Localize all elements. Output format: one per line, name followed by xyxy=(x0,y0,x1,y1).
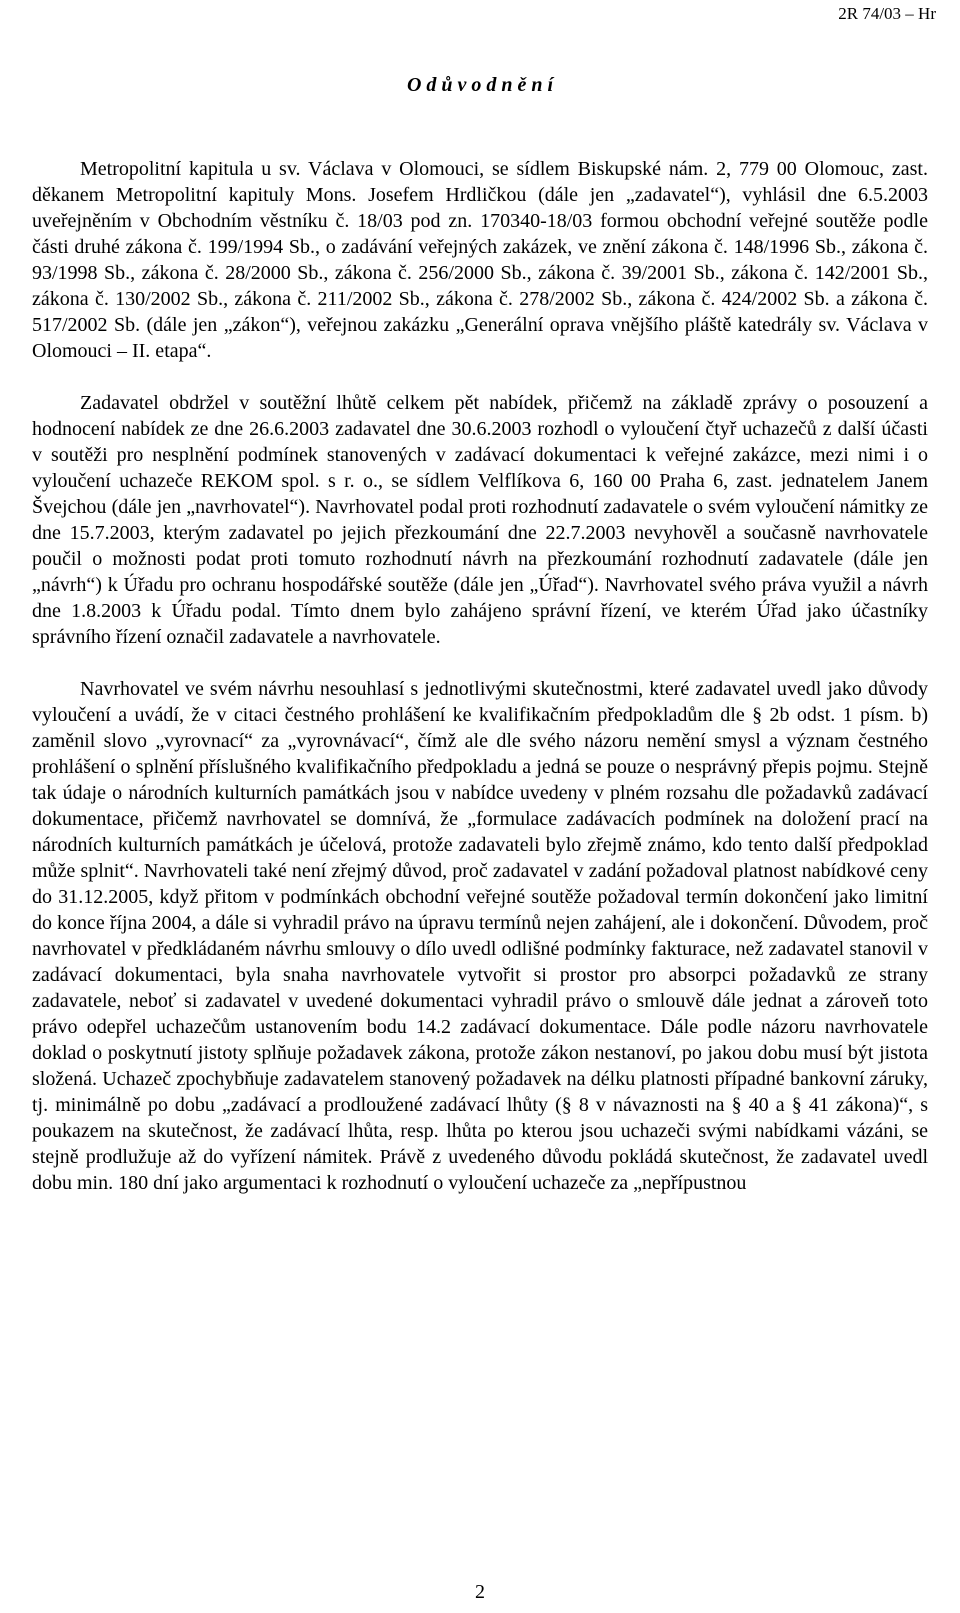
paragraph-2: Zadavatel obdržel v soutěžní lhůtě celkem pět nabídek, přičemž na základě zprávy o posouzení a hodnocení nabídek ze dne 26.6.2003 zadavatel dne 30.6.2003 rozhodl o vyloučení čtyř uchazečů z další účasti v soutěži pro nesplnění podmínek stanovených v zadávací dokumentaci k veřejné zakázce, mezi nimi i o vyloučení uchazeče REKOM spol. s r. o., se sídlem Velflíkova 6, 160 00 Praha 6, zast. jednatelem Janem Švejchou (dále jen „navrhovatel“). Navrhovatel podal proti rozhodnutí zadavatele o svém vyloučení námitky ze dne 15.7.2003, kterým zadavatel po jejich přezkoumání dne 22.7.2003 nevyhověl a současně navrhovatele poučil o možnosti podat proti tomuto rozhodnutí návrh na přezkoumání rozhodnutí zadavatele (dále jen „návrh“) k Úřadu pro ochranu hospodářské soutěže (dále jen „Úřad“). Navrhovatel svého práva využil a návrh dne 1.8.2003 k Úřadu podal. Tímto dnem bylo zahájeno správní řízení, ve kterém Úřad jako účastníky správního řízení označil zadavatele a navrhovatele. xyxy=(32,392,928,648)
paragraph-1: Metropolitní kapitula u sv. Václava v Olomouci, se sídlem Biskupské nám. 2, 779 00 Olomouc, zast. děkanem Metropolitní kapituly Mons. Josefem Hrdličkou (dále jen „zadavatel“), vyhlásil dne 6.5.2003 uveřejněním v Obchodním věstníku č. 18/03 pod zn. 170340-18/03 formou obchodní veřejné soutěže podle části druhé zákona č. 199/1994 Sb., o zadávání veřejných zakázek, ve znění zákona č. 148/1996 Sb., zákona č. 93/1998 Sb., zákona č. 28/2000 Sb., zákona č. 256/2000 Sb., zákona č. 39/2001 Sb., zákona č. 142/2001 Sb., zákona č. 130/2002 Sb., zákona č. 211/2002 Sb., zákona č. 278/2002 Sb., zákona č. 424/2002 Sb. a zákona č. 517/2002 Sb. (dále jen „zákon“), veřejnou zakázku „Generální oprava vnějšího pláště katedrály sv. Václava v Olomouci – II. etapa“. xyxy=(32,158,928,362)
document-title: O d ů v o d n ě n í xyxy=(406,74,554,96)
document-body xyxy=(32,156,928,1196)
paragraph-3: Navrhovatel ve svém návrhu nesouhlasí s jednotlivými skutečnostmi, které zadavatel uvedl jako důvody vyloučení a uvádí, že v citaci čestného prohlášení ke kvalifikačním předpokladům dle § 2b odst. 1 písm. b) zaměnil slovo „vyrovnací“ za „vyrovnávací“, čímž ale dle svého názoru nemění smysl a význam čestného prohlášení o splnění příslušného kvalifikačního předpokladu a jedná se pouze o nesprávný přepis pojmu. Stejně tak údaje o národních kulturních památkách jsou v nabídce uvedeny v plném rozsahu dle požadavků zadávací dokumentace, přičemž navrhovatel se domnívá, že „formulace zadávacích podmínek na doložení prací na národních kulturních památkách je účelová, protože zadavateli bylo zřejmě známo, kdo tento další předpoklad může splnit“. Navrhovateli také není zřejmý důvod, proč zadavatel v zadání požadoval platnost nabídkové ceny do 31.12.2005, když přitom v podmínkách obchodní veřejné soutěže požadoval termín dokončení jako limitní do konce října 2004, a dále si vyhradil právo na úpravu termínů nejen zahájení, ale i dokončení. Důvodem, proč navrhovatel v předkládaném návrhu smlouvy o dílo uvedl odlišné podmínky fakturace, než zadavatel stanovil v zadávací dokumentaci, byla snaha navrhovatele vytvořit si prostor pro absorpci požadavků ze strany zadavatele, neboť si zadavatel v uvedené dokumentaci vyhradil právo o smlouvě dále jednat a zároveň toto právo odepřel uchazečům ustanovením bodu 14.2 zadávací dokumentace. Dále podle názoru navrhovatele doklad o poskytnutí jistoty splňuje požadavek zákona, protože zákon nestanoví, po jakou dobu musí být jistota složená. Uchazeč zpochybňuje zadavatelem stanovený požadavek na délku platnosti případné bankovní záruky, tj. minimálně po dobu „zadávací a prodloužené zadávací lhůty (§ 8 v návaznosti na § 40 a § 41 zákona)“, s poukazem na skutečnost, že zadávací lhůta, resp. lhůta po kterou jsou uchazeči svými nabídkami vázáni, se stejně prodlužuje až do vyřízení námitek. Právě z uvedeného důvodu pokládá skutečnost, že zadavatel uvedl dobu min. 180 dní jako argumentaci k rozhodnutí o vyloučení uchazeče za „nepřípustnou xyxy=(32,678,928,1194)
page-number: 2 xyxy=(475,1581,485,1603)
document-reference-number: 2R 74/03 – Hr xyxy=(838,4,936,23)
